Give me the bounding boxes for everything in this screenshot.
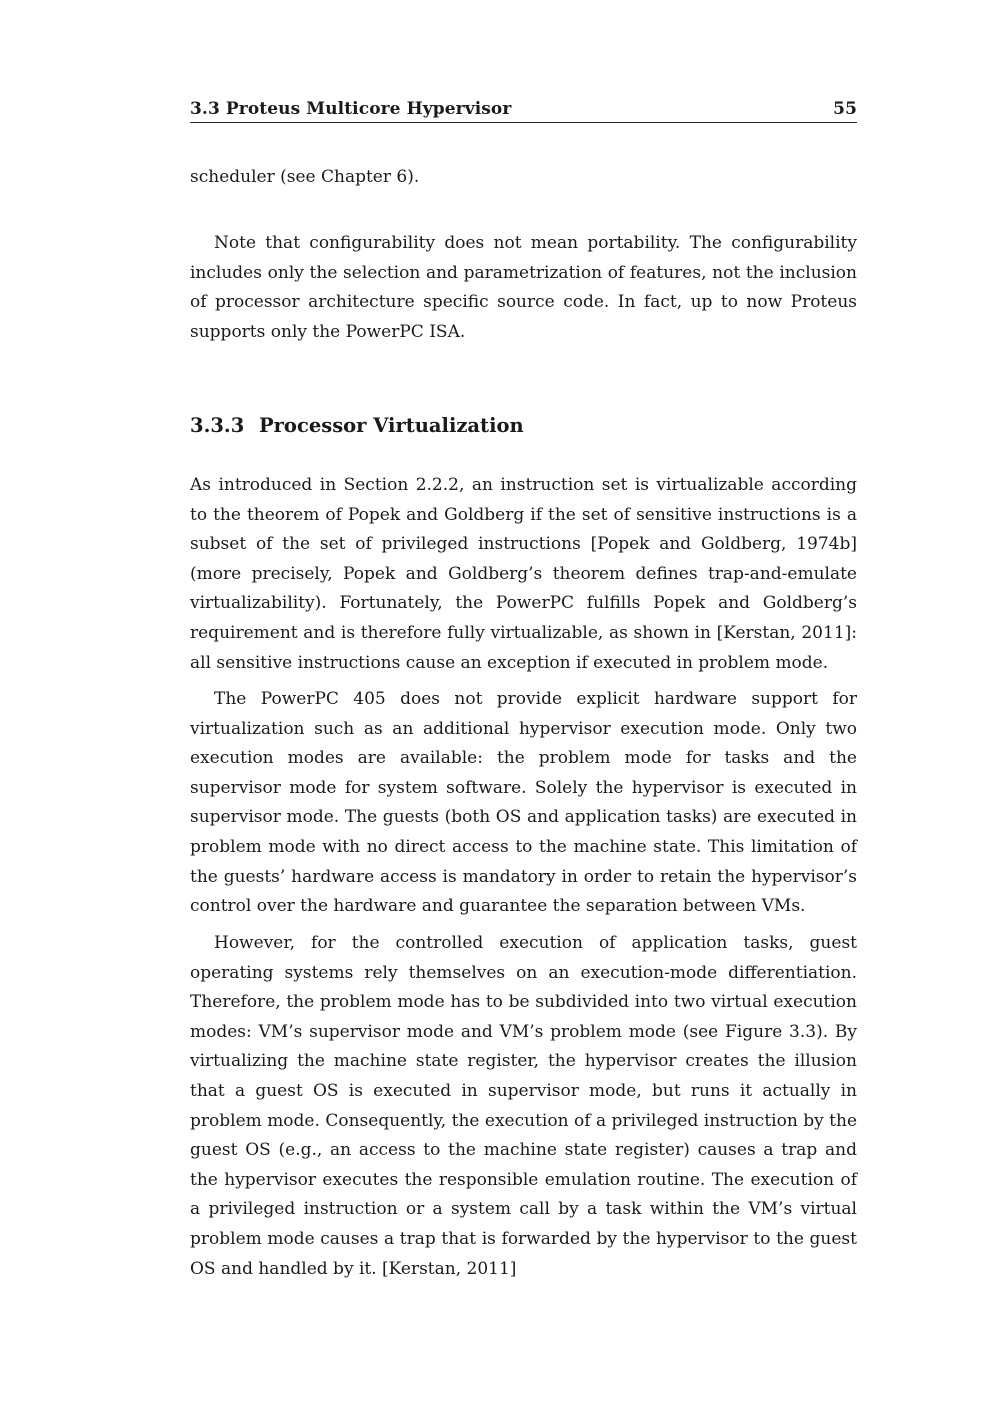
section-title: Processor Virtualization — [259, 414, 524, 437]
header-section-title: 3.3 Proteus Multicore Hypervisor — [190, 99, 512, 119]
running-header — [190, 98, 857, 123]
continued-paragraph: scheduler (see Chapter 6). — [190, 167, 420, 187]
section-paragraph-3: However, for the controlled execution of application tasks, guest operating systems rely themselves on an execution-mode differentiation. Therefore, the problem mode has to be subdivided into two virtual execution modes: VM’s supervisor mode and VM’s problem mode (see Figure 3.3). By virtualizing the machine state register, the hypervisor creates the illusion that a guest OS is executed in supervisor mode, but runs it actually in problem mode. Consequently, the execution of a privileged instruction by the guest OS (e.g., an access to the machine state register) causes a trap and the hypervisor executes the responsible emulation routine. The execution of a privileged instruction or a system call by a task within the VM’s virtual problem mode causes a trap that is forwarded by the hypervisor to the guest OS and handled by it. [Kerstan, 2011] — [190, 933, 857, 1279]
document-page — [190, 0, 857, 1414]
note-paragraph: Note that configurability does not mean portability. The configurability includes only the selection and parametrization of features, not the inclusion of processor architecture specific source code. In fact, up to now Proteus supports only the PowerPC ISA. — [190, 233, 857, 342]
section-paragraph-1: As introduced in Section 2.2.2, an instruction set is virtualizable according to the theorem of Popek and Goldberg if the set of sensitive instructions is a subset of the set of privileged instructions [Popek and Goldberg, 1974b] (more precisely, Popek and Goldberg’s theorem defines trap-and-emulate virtualizability). Fortunately, the PowerPC fulfills Popek and Goldberg’s requirement and is therefore fully virtualizable, as shown in [Kerstan, 2011]: all sensitive instructions cause an exception if executed in problem mode. — [190, 475, 857, 673]
section-number: 3.3.3 — [190, 414, 245, 437]
page-number: 55 — [833, 99, 857, 119]
section-heading — [190, 414, 857, 437]
section-paragraph-2: The PowerPC 405 does not provide explicit hardware support for virtualization such as an additional hypervisor execution mode. Only two execution modes are available: the problem mode for tasks and the supervisor mode for system software. Solely the hypervisor is executed in supervisor mode. The guests (both OS and application tasks) are executed in problem mode with no direct access to the machine state. This limitation of the guests’ hardware access is mandatory in order to retain the hypervisor’s control over the hardware and guarantee the separation between VMs. — [190, 689, 857, 917]
